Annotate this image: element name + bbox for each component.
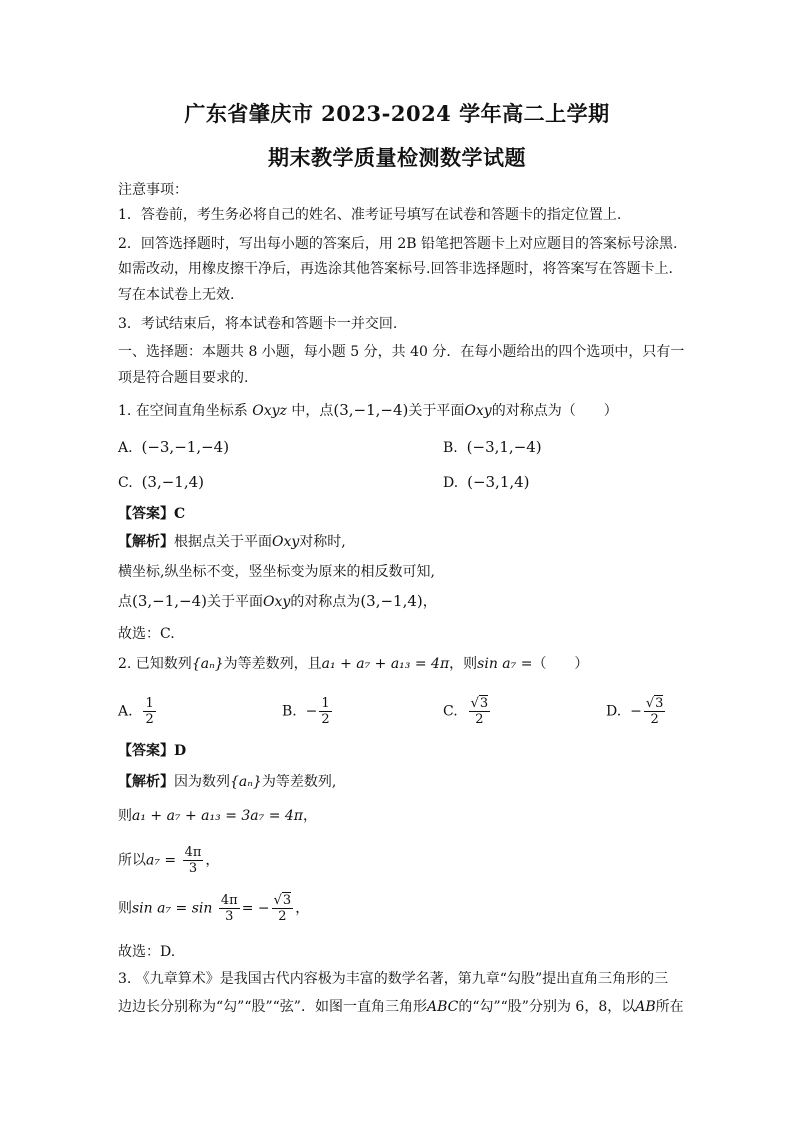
notice-item-1: 1．答卷前，考生务必将自己的姓名、准考证号填写在试卷和答题卡的指定位置上. <box>118 207 622 223</box>
analysis-text: 根据点关于平面 <box>174 534 272 550</box>
denominator: 2 <box>278 909 287 924</box>
q1-plane: Oxy <box>263 594 291 610</box>
exam-title-line1: 广东省肇庆市 2023-2024 学年高二上学期 <box>184 101 610 126</box>
analysis-text: 关于平面 <box>207 594 264 610</box>
q1-stem-text: 的对称点为（ ） <box>491 403 618 419</box>
analysis-text: = − <box>241 900 270 917</box>
q2-equation: a₁ + a₇ + a₁₃ = 3a₇ = 4π <box>132 808 303 824</box>
analysis-text: ， <box>303 808 317 824</box>
q3-stem-b <box>118 997 684 1017</box>
option-value: (3,−1,4) <box>141 473 205 491</box>
q1-conclusion: 故选：C. <box>118 626 175 642</box>
section-heading-a: 一、选择题：本题共 8 小题，每小题 5 分，共 40 分．在每小题给出的四个选项中，只有一 <box>118 344 685 360</box>
sign: − <box>630 703 642 720</box>
numerator: 4π <box>184 845 202 860</box>
analysis-text: 为等差数列, <box>261 774 337 790</box>
numerator: √3 <box>273 893 292 908</box>
fraction <box>219 893 240 924</box>
q1-stem-text: 关于平面 <box>408 403 465 419</box>
q1-coordinate-system: Oxyz <box>252 403 287 419</box>
notice-item-3: 3．考试结束后，将本试卷和答题卡一并交回. <box>118 316 398 332</box>
option-label: A. <box>118 703 133 720</box>
q2-stem-text: 为等差数列，且 <box>223 656 322 672</box>
q2-analysis-3 <box>118 845 678 879</box>
sign: − <box>305 703 318 720</box>
fraction <box>272 893 294 924</box>
q2-sequence: {aₙ} <box>230 774 262 790</box>
option-label: B. <box>282 703 297 720</box>
denominator: 2 <box>475 712 484 727</box>
q1-plane: Oxy <box>464 403 492 419</box>
denominator: 2 <box>145 712 154 727</box>
option-label: D. <box>606 703 622 720</box>
analysis-text: ， <box>422 594 437 610</box>
q1-option-d <box>443 472 530 493</box>
notice-item-2b: 如需改动，用橡皮擦干净后，再选涂其他答案标号.回答非选择题时，将答案写在答题卡上. <box>118 261 673 277</box>
q2-analysis-2 <box>118 806 678 826</box>
analysis-text: 因为数列 <box>174 774 230 790</box>
radicand: 3 <box>282 893 292 908</box>
q1-point: (3,−1,−4) <box>132 592 208 610</box>
option-value: (−3,−1,−4) <box>141 438 230 456</box>
denominator: 2 <box>321 712 330 727</box>
q2-sequence: {aₙ} <box>191 656 224 672</box>
q2-option-a <box>118 696 158 727</box>
fraction <box>143 696 155 727</box>
q2-answer: 【答案】D <box>118 743 187 759</box>
q1-stem <box>118 400 678 421</box>
q2-stem-text: 2. 已知数列 <box>118 656 192 672</box>
q3-segment: AB <box>635 999 656 1015</box>
q3-stem-text: 的“勾”“股”分别为 6，8，以 <box>458 999 636 1015</box>
analysis-text: 则 <box>118 808 132 824</box>
q3-stem-a: 3. 《九章算术》是我国古代内容极为丰富的数学名著，第九章“勾股”提出直角三角形的三 <box>118 971 669 987</box>
q3-triangle: ABC <box>426 999 459 1015</box>
q2-analysis-1 <box>118 772 678 792</box>
q2-equation: sin a₇ = sin <box>132 900 213 917</box>
denominator: 3 <box>188 861 198 876</box>
fraction <box>183 845 204 876</box>
radicand: 3 <box>655 696 664 711</box>
q3-stem-text: 所在 <box>655 999 684 1015</box>
numerator: √3 <box>645 696 664 711</box>
q2-condition: a₁ + a₇ + a₁₃ = 4π <box>321 656 450 672</box>
analysis-text: ， <box>295 900 310 917</box>
q2-option-c <box>443 696 492 727</box>
notice-item-2c: 写在本试卷上无效. <box>118 287 235 303</box>
fraction <box>319 696 331 727</box>
option-label: B. <box>443 440 458 456</box>
numerator: 1 <box>145 696 154 711</box>
section-heading-b: 项是符合题目要求的. <box>118 370 249 386</box>
denominator: 3 <box>225 909 234 924</box>
q1-option-a <box>118 437 229 458</box>
numerator: √3 <box>470 696 489 711</box>
q1-result-point: (3,−1,4) <box>360 592 423 610</box>
q1-analysis-1 <box>118 532 678 552</box>
option-label: A. <box>118 440 133 456</box>
option-label: C. <box>443 703 458 720</box>
analysis-text: 所以 <box>118 852 146 869</box>
denominator: 2 <box>650 712 659 727</box>
notice-heading: 注意事项： <box>118 182 188 198</box>
q1-analysis-2: 横坐标,纵坐标不变，竖坐标变为原来的相反数可知, <box>118 564 435 580</box>
q2-stem <box>118 654 678 674</box>
q2-analysis-4 <box>118 893 678 927</box>
q1-stem-text: 1. 在空间直角坐标系 <box>118 403 253 419</box>
q1-answer: 【答案】C <box>118 506 186 522</box>
q1-point: (3,−1,−4) <box>333 401 409 419</box>
q1-plane: Oxy <box>272 534 300 550</box>
q1-stem-text: 中，点 <box>286 403 334 419</box>
q1-option-b <box>443 437 542 458</box>
option-label: D. <box>443 475 459 491</box>
option-value: (−3,1,4) <box>467 473 530 491</box>
option-value: (−3,1,−4) <box>466 438 542 456</box>
fraction <box>644 696 666 727</box>
analysis-text: 点 <box>118 594 132 610</box>
q2-equation: a₇ = <box>146 852 177 869</box>
q1-analysis-3 <box>118 591 678 612</box>
q3-stem-text: 边边长分别称为“勾”“股”“弦”．如图一直角三角形 <box>118 999 427 1015</box>
analysis-tag: 【解析】 <box>118 774 174 790</box>
radicand: 3 <box>479 696 489 711</box>
q2-option-d <box>606 696 667 727</box>
q2-option-b <box>282 696 334 727</box>
fraction <box>469 696 491 727</box>
analysis-text: 对称时, <box>299 534 346 550</box>
option-label: C. <box>118 475 133 491</box>
exam-title-line2: 期末教学质量检测数学试题 <box>268 145 526 170</box>
analysis-text: ， <box>205 852 220 869</box>
q2-target: sin a₇ = <box>477 656 533 672</box>
analysis-text: 的对称点为 <box>290 594 361 610</box>
q2-conclusion: 故选：D. <box>118 944 176 960</box>
q2-stem-text: ，则 <box>449 656 478 672</box>
numerator: 4π <box>220 893 238 908</box>
numerator: 1 <box>321 696 330 711</box>
q2-stem-text: （ ） <box>532 656 589 672</box>
q1-option-c <box>118 472 204 493</box>
notice-item-2a: 2．回答选择题时，写出每小题的答案后，用 2B 铅笔把答题卡上对应题目的答案标号涂黑. <box>118 236 678 252</box>
analysis-tag: 【解析】 <box>118 534 174 550</box>
analysis-text: 则 <box>118 900 132 917</box>
